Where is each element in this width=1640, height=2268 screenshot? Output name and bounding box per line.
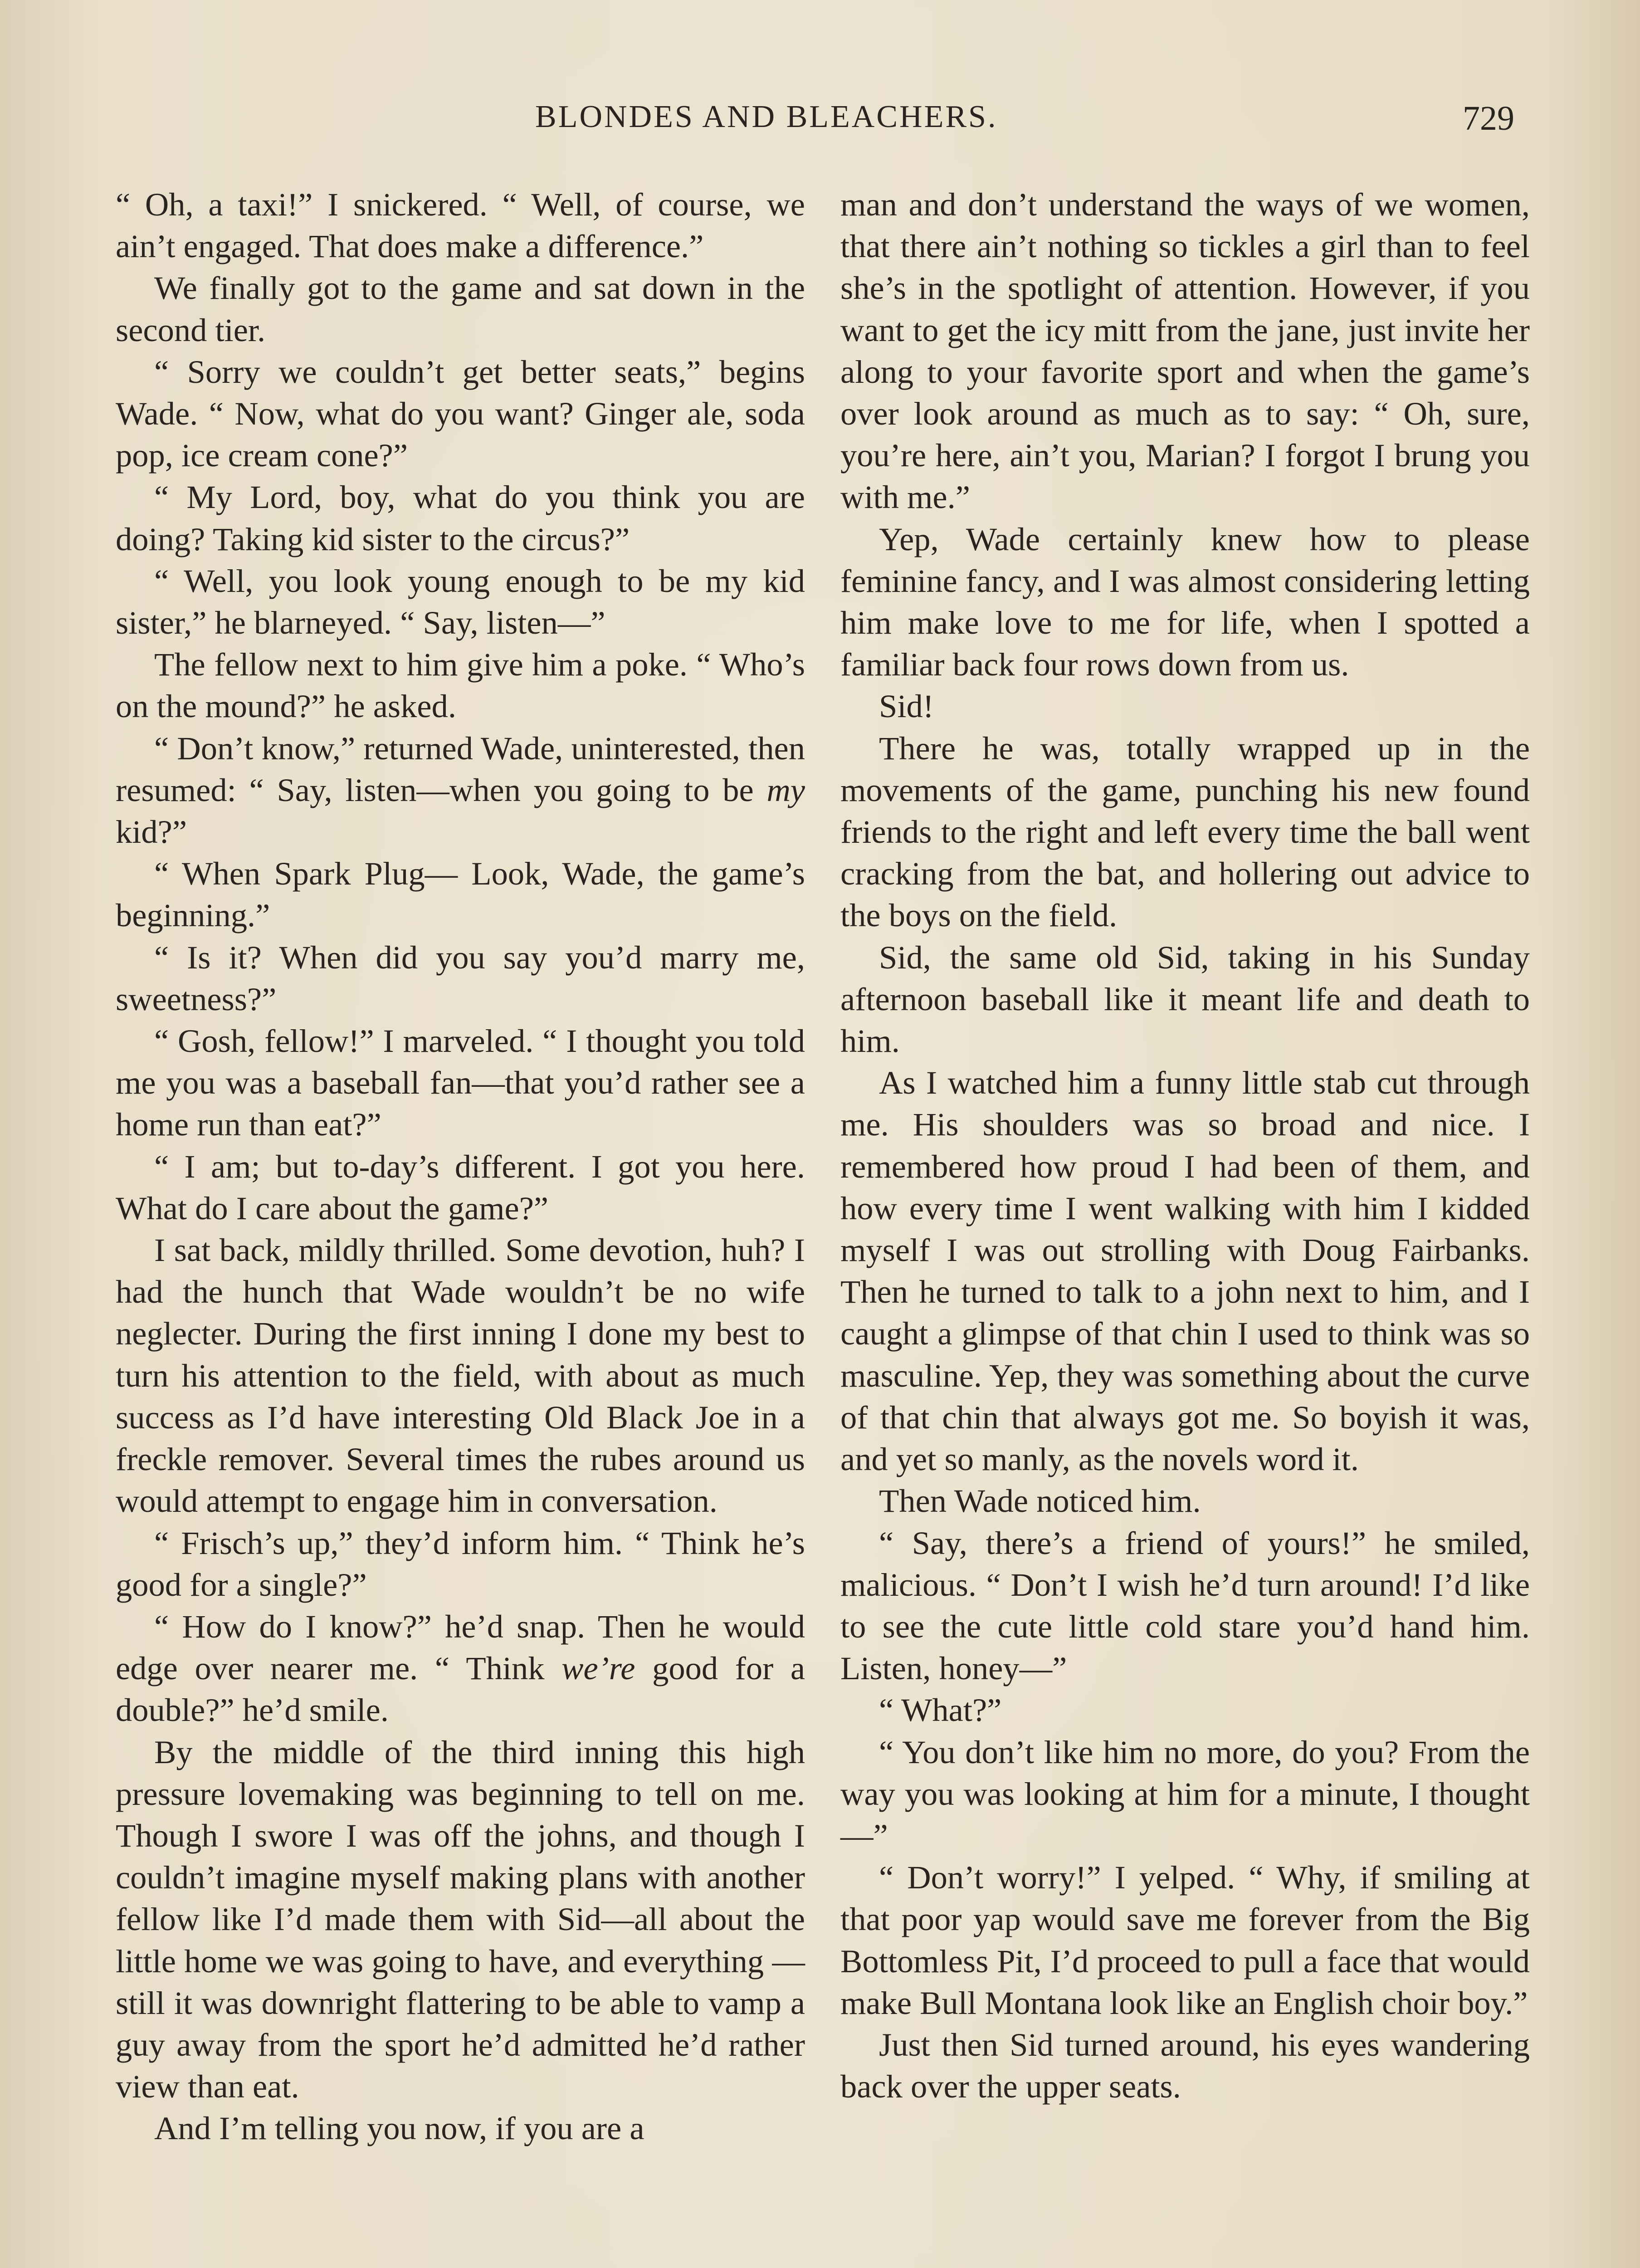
paragraph: “ You don’t like him no more, do you? From the way you was looking at him for a minute, I thought—” <box>840 1733 1530 1854</box>
paragraph: Yep, Wade certainly knew how to please feminine fancy, and I was almost considering letting him make love to me for life, when I spotted a familiar back four rows down from us. <box>840 520 1530 683</box>
paragraph: “ Is it? When did you say you’d marry me, sweetness?” <box>116 938 805 1017</box>
paragraph: I sat back, mildly thrilled. Some devotion, huh? I had the hunch that Wade wouldn’t be no wife neglecter. During the first inning I done my best to turn his attention to the field, with about as much success as I’d have interesting Old Black Joe in a freckle remover. Several times the rubes around us would attempt to engage him in conversation. <box>116 1232 805 1520</box>
paragraph: man and don’t understand the ways of we women, that there ain’t nothing so tickles a girl than to feel she’s in the spotlight of attention. However, if you want to get the icy mitt from the jane, just invite her along to your favorite sport and when the game’s over look around as much as to say: “ Oh, sure, you’re here, ain’t you, Marian? I forgot I brung you with me.” <box>840 186 1530 516</box>
left-column <box>116 184 805 2150</box>
paragraph: We finally got to the game and sat down in the second tier. <box>116 269 805 348</box>
paragraph: “ Don’t know,” returned Wade, uninterested, then resumed: “ Say, listen—when you going to be my kid?” <box>116 729 805 850</box>
paragraph: Sid! <box>879 688 934 725</box>
emphasis: my <box>766 771 805 808</box>
paragraph: As I watched him a funny little stab cut through me. His shoulders was so broad and nice. I remembered how proud I had been of them, and how every time I went walking with him I kidded myself I was out strolling with Doug Fairbanks. Then he turned to talk to a john next to him, and I caught a glimpse of that chin I used to think was so masculine. Yep, they was something about the curve of that chin that always got me. So boyish it was, and yet so manly, as the novels word it. <box>840 1064 1530 1478</box>
paragraph: “ I am; but to-day’s different. I got you here. What do I care about the game?” <box>116 1148 805 1227</box>
paragraph: “ Don’t worry!” I yelped. “ Why, if smiling at that poor yap would save me forever from the Big Bottomless Pit, I’d proceed to pull a face that would make Bull Montana look like an English choir boy.” <box>840 1859 1530 2021</box>
paragraph: “ Gosh, fellow!” I marveled. “ I thought you told me you was a baseball fan—that you’d rather see a home run than eat?” <box>116 1022 805 1143</box>
paragraph: Then Wade noticed him. <box>879 1482 1201 1520</box>
page-number: 729 <box>1463 99 1514 137</box>
emphasis: we’re <box>561 1650 635 1687</box>
paragraph: “ Sorry we couldn’t get better seats,” begins Wade. “ Now, what do you want? Ginger ale, soda pop, ice cream cone?” <box>116 353 805 474</box>
paragraph: The fellow next to him give him a poke. “ Who’s on the mound?” he asked. <box>116 646 805 725</box>
paragraph: “ My Lord, boy, what do you think you are doing? Taking kid sister to the circus?” <box>116 479 805 557</box>
right-column <box>840 184 1530 2107</box>
paragraph: There he was, totally wrapped up in the movements of the game, punching his new found friends to the right and left every time the ball went cracking from the bat, and hollering out advice to the boys on the field. <box>840 729 1530 934</box>
paragraph: “ What?” <box>879 1691 1002 1729</box>
paragraph: “ Oh, a taxi!” I snickered. “ Well, of course, we ain’t engaged. That does make a difference.” <box>116 186 805 265</box>
paragraph: “ Well, you look young enough to be my kid sister,” he blarneyed. “ Say, listen—” <box>116 562 805 641</box>
paragraph: “ Frisch’s up,” they’d inform him. “ Think he’s good for a single?” <box>116 1524 805 1603</box>
paragraph: Sid, the same old Sid, taking in his Sunday afternoon baseball like it meant life and death to him. <box>840 938 1530 1060</box>
paragraph: By the middle of the third inning this high pressure lovemaking was beginning to tell on me. Though I swore I was off the johns, and though I couldn’t imagine myself making plans with another fellow like I’d made them with Sid—all about the little home we was going to have, and everything —still it was downright flattering to be able to vamp a guy away from the sport he’d admitted he’d rather view than eat. <box>116 1733 805 2105</box>
paragraph: And I’m telling you now, if you are a <box>154 2110 644 2147</box>
running-title: BLONDES AND BLEACHERS. <box>535 99 998 134</box>
paragraph: Just then Sid turned around, his eyes wandering back over the upper seats. <box>840 2026 1530 2105</box>
paragraph: “ Say, there’s a friend of yours!” he smiled, malicious. “ Don’t I wish he’d turn around! I’d like to see the cute little cold stare you’d hand him. Listen, honey—” <box>840 1524 1530 1687</box>
paragraph: “ How do I know?” he’d snap. Then he would edge over nearer me. “ Think we’re good for a double?” he’d smile. <box>116 1608 805 1729</box>
running-head <box>0 99 1640 149</box>
paragraph: “ When Spark Plug— Look, Wade, the game’s beginning.” <box>116 855 805 934</box>
